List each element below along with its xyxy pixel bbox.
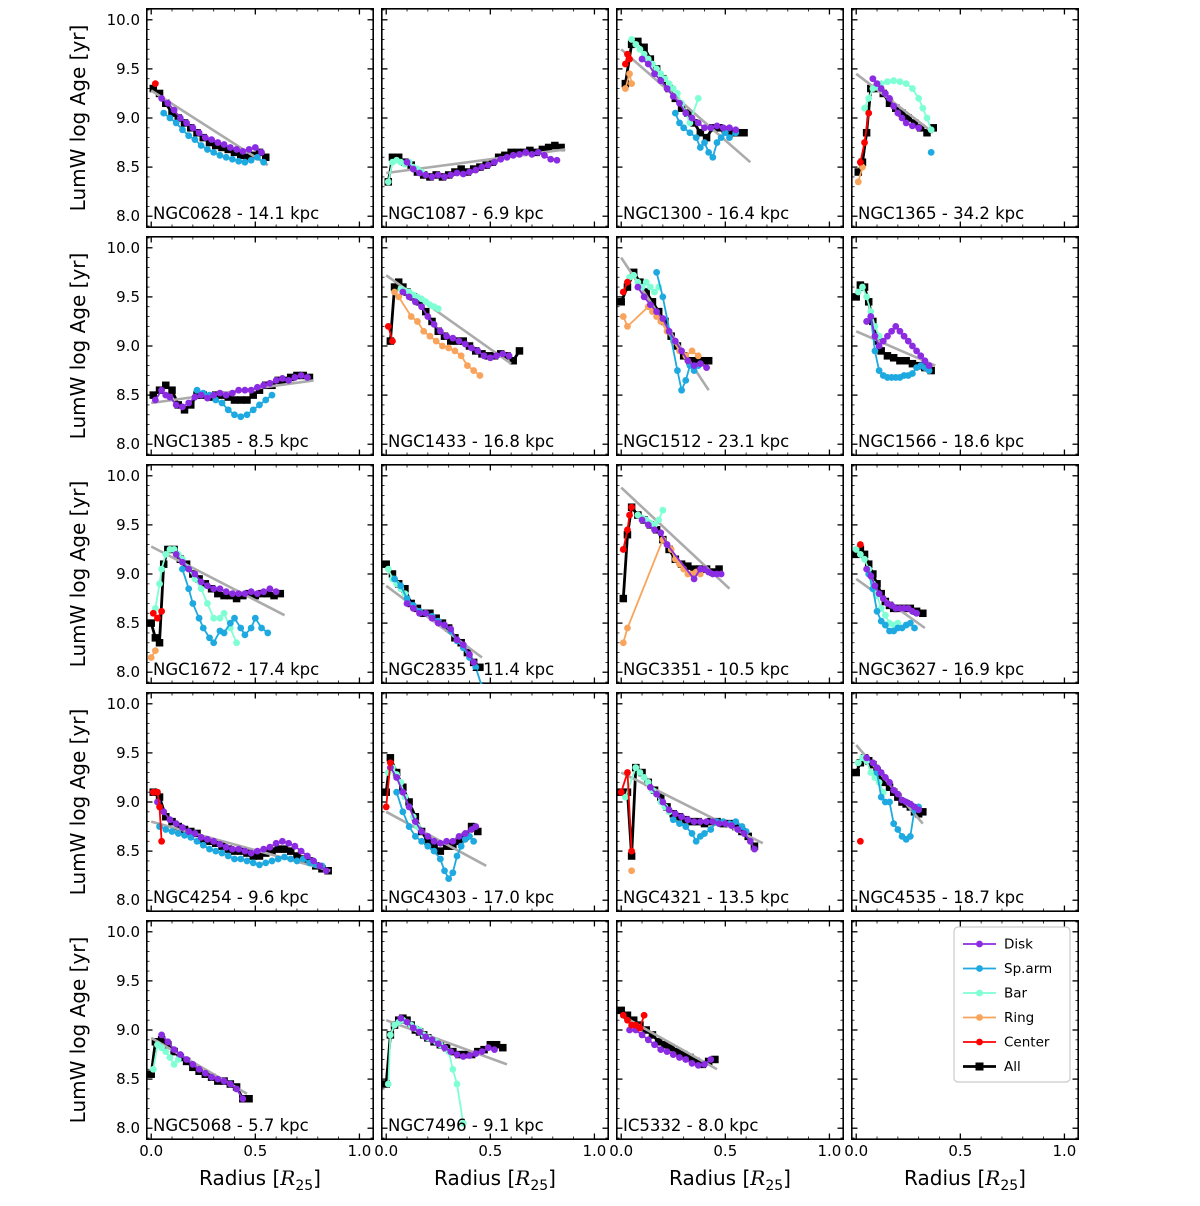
panel-title: NGC1087 - 6.9 kpc [388, 204, 544, 223]
y-tick-label: 8.0 [116, 435, 140, 454]
y-tick-label: 9.5 [116, 287, 140, 306]
panel-title: NGC1300 - 16.4 kpc [623, 204, 790, 223]
panel-title: NGC4321 - 13.5 kpc [623, 888, 790, 907]
panel-NGC1566 [851, 236, 1079, 456]
x-axis-title: Radius $[R_{25}]$ [434, 1166, 556, 1194]
y-axis-cell [0, 464, 146, 684]
x-tick-label: 0.0 [374, 1142, 399, 1160]
y-axis-title: LumW log Age [yr] [66, 480, 90, 668]
panel-NGC1512 [616, 236, 844, 456]
series-center [857, 541, 864, 548]
panel-title: NGC7496 - 9.1 kpc [388, 1116, 544, 1135]
panel-title: NGC4303 - 17.0 kpc [388, 888, 555, 907]
y-tick-label: 9.5 [116, 971, 140, 990]
panel-NGC1672 [146, 464, 374, 684]
panel-NGC4321 [616, 692, 844, 912]
panel-title: NGC1512 - 23.1 kpc [623, 432, 790, 451]
y-axis-title: LumW log Age [yr] [66, 708, 90, 896]
y-tick-label: 8.0 [116, 663, 140, 682]
legend [954, 927, 1070, 1082]
figure-row-3 [0, 464, 1200, 684]
x-tick-label: 0.0 [139, 1142, 164, 1160]
y-tick-label: 10.0 [106, 238, 140, 257]
figure-row-1 [0, 8, 1200, 228]
panel-title: NGC1672 - 17.4 kpc [153, 660, 320, 679]
y-tick-label: 9.5 [116, 515, 140, 534]
panel-NGC1087 [381, 8, 609, 228]
x-tick-label: 1.0 [1052, 1142, 1077, 1160]
panel-title: NGC4254 - 9.6 kpc [153, 888, 309, 907]
series-sparm [928, 149, 935, 156]
legend-label-center: Center [1004, 1034, 1050, 1051]
x-tick-label: 0.5 [948, 1142, 973, 1160]
y-tick-label: 9.0 [116, 337, 140, 355]
y-tick-label: 9.5 [116, 743, 140, 762]
y-axis-cell [0, 236, 146, 456]
y-tick-label: 8.5 [116, 842, 140, 861]
y-tick-label: 9.0 [116, 793, 140, 811]
panel-title: NGC1385 - 8.5 kpc [153, 432, 309, 451]
y-tick-label: 10.0 [106, 694, 140, 713]
y-tick-label: 9.0 [116, 109, 140, 127]
panel-title: NGC4535 - 18.7 kpc [858, 888, 1025, 907]
series-center [152, 80, 159, 87]
x-tick-label: 0.5 [713, 1142, 738, 1160]
y-tick-label: 8.5 [116, 1070, 140, 1089]
y-axis-cell [0, 692, 146, 912]
legend-label-bar: Bar [1004, 985, 1028, 1002]
x-axis-title: Radius $[R_{25}]$ [199, 1166, 321, 1194]
panel-title: NGC1433 - 16.8 kpc [388, 432, 555, 451]
figure-row-5 [0, 920, 1200, 1160]
panel-title: NGC3627 - 16.9 kpc [858, 660, 1025, 679]
panel-NGC4254 [146, 692, 374, 912]
x-axis-title-row [0, 1166, 1200, 1194]
x-tick-label: 1.0 [347, 1142, 372, 1160]
legend-label-disk: Disk [1004, 936, 1033, 953]
series-center [857, 838, 864, 845]
legend-label-sparm: Sp.arm [1004, 961, 1053, 977]
panel-title: NGC3351 - 10.5 kpc [623, 660, 790, 679]
panel-title: NGC5068 - 5.7 kpc [153, 1116, 309, 1135]
panel-title: NGC2835 - 11.4 kpc [388, 660, 555, 679]
panel-NGC4303 [381, 692, 609, 912]
x-tick-label: 0.0 [844, 1142, 869, 1160]
legend-label-all: All [1004, 1059, 1021, 1075]
x-tick-label: 0.0 [609, 1142, 634, 1160]
y-tick-label: 8.5 [116, 614, 140, 633]
y-tick-label: 10.0 [106, 466, 140, 485]
panel-title: NGC1566 - 18.6 kpc [858, 432, 1025, 451]
figure-row-4 [0, 692, 1200, 912]
panel-title: NGC0628 - 14.1 kpc [153, 204, 320, 223]
panel-NGC1433 [381, 236, 609, 456]
x-tick-label: 0.5 [478, 1142, 503, 1160]
x-tick-label: 1.0 [817, 1142, 842, 1160]
y-axis-cell [0, 920, 146, 1140]
panel-legend [844, 920, 1079, 1160]
panel-NGC2835 [381, 464, 609, 684]
panel-title: NGC1365 - 34.2 kpc [858, 204, 1025, 223]
panel-NGC1365 [851, 8, 1079, 228]
y-axis-cell [0, 8, 146, 228]
panel-IC5332 [609, 920, 844, 1160]
figure-row-2 [0, 236, 1200, 456]
y-tick-label: 9.0 [116, 565, 140, 583]
y-tick-label: 9.5 [116, 59, 140, 78]
x-tick-label: 0.5 [243, 1142, 268, 1160]
y-tick-label: 8.0 [116, 207, 140, 226]
series-ring [628, 867, 635, 874]
y-axis-title: LumW log Age [yr] [66, 24, 90, 212]
y-axis-title: LumW log Age [yr] [66, 252, 90, 440]
y-axis-title: LumW log Age [yr] [66, 936, 90, 1124]
panel-NGC1300 [616, 8, 844, 228]
panel-NGC5068 [139, 920, 374, 1160]
x-axis-title: Radius $[R_{25}]$ [669, 1166, 791, 1194]
y-tick-label: 8.5 [116, 158, 140, 177]
panel-NGC7496 [374, 920, 609, 1160]
y-tick-label: 8.0 [116, 1119, 140, 1138]
panel-title: IC5332 - 8.0 kpc [623, 1116, 759, 1135]
y-tick-label: 10.0 [106, 10, 140, 29]
panel-NGC1385 [146, 236, 374, 456]
y-tick-label: 9.0 [116, 1021, 140, 1039]
y-tick-label: 8.0 [116, 891, 140, 910]
panel-NGC4535 [851, 692, 1079, 912]
x-axis-title: Radius $[R_{25}]$ [904, 1166, 1026, 1194]
panel-NGC3627 [851, 464, 1079, 684]
legend-label-ring: Ring [1004, 1010, 1035, 1026]
y-tick-label: 10.0 [106, 922, 140, 941]
panel-NGC0628 [146, 8, 374, 228]
x-tick-label: 1.0 [582, 1142, 607, 1160]
panel-NGC3351 [616, 464, 844, 684]
y-tick-label: 8.5 [116, 386, 140, 405]
